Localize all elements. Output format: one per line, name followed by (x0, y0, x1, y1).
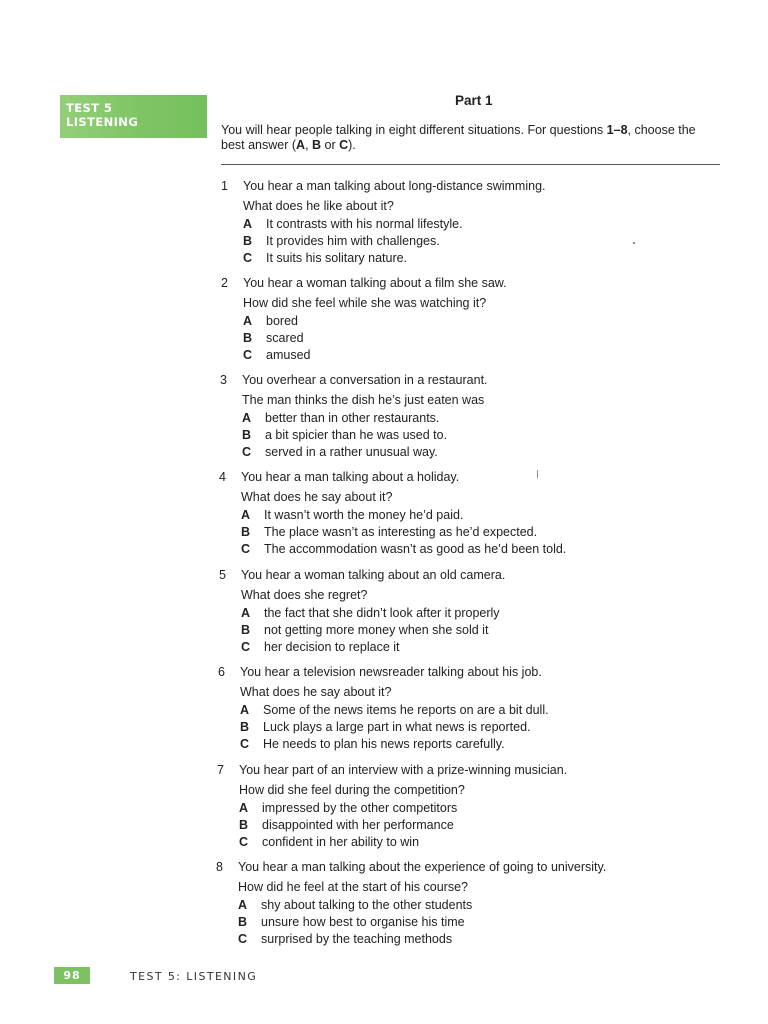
question-prompt: What does he say about it? (240, 685, 392, 699)
question-number: 2 (221, 276, 228, 290)
divider (221, 164, 720, 165)
option-text: the fact that she didn’t look after it properly (264, 606, 500, 620)
question-prompt: What does she regret? (241, 588, 368, 602)
option-letter: A (238, 898, 248, 912)
option-letter: B (241, 525, 251, 539)
option-letter: C (241, 542, 251, 556)
question-context: You hear a man talking about long-distance swimming. (243, 179, 546, 193)
scan-speck (537, 470, 538, 478)
instructions (221, 123, 721, 153)
option-text: amused (266, 348, 311, 362)
question-number: 5 (219, 568, 226, 582)
option-letter: C (239, 835, 249, 849)
question-prompt: How did he feel at the start of his course? (238, 880, 468, 894)
option-text: He needs to plan his news reports carefully. (263, 737, 505, 751)
instructions-text: ). (348, 138, 356, 152)
option-letter: C (241, 640, 251, 654)
option-text: Luck plays a large part in what news is reported. (263, 720, 531, 734)
letter-c: C (339, 138, 349, 152)
question-context: You overhear a conversation in a restaurant. (242, 373, 488, 387)
option-text: better than in other restaurants. (265, 411, 440, 425)
option-text: Some of the news items he reports on are a bit dull. (263, 703, 549, 717)
option-text: a bit spicier than he was used to. (265, 428, 448, 442)
question-number: 4 (219, 470, 226, 484)
option-text: The place wasn’t as interesting as he’d expected. (264, 525, 538, 539)
letter-b: B (312, 138, 322, 152)
option-letter: A (242, 411, 252, 425)
instructions-text: You will hear people talking in eight different situations. For questions (221, 123, 607, 137)
option-text: confident in her ability to win (262, 835, 420, 849)
option-text: It suits his solitary nature. (266, 251, 408, 265)
scan-speck (633, 242, 635, 244)
page-number: 98 (54, 967, 90, 984)
question-context: You hear a woman talking about a film she saw. (243, 276, 507, 290)
option-letter: A (240, 703, 250, 717)
section-tab (60, 95, 207, 138)
instructions-text: or (321, 138, 340, 152)
option-letter: B (241, 623, 251, 637)
option-text: It contrasts with his normal lifestyle. (266, 217, 463, 231)
option-text: disappointed with her performance (262, 818, 454, 832)
option-text: surprised by the teaching methods (261, 932, 453, 946)
option-letter: A (239, 801, 249, 815)
option-text: served in a rather unusual way. (265, 445, 438, 459)
question-prompt: The man thinks the dish he’s just eaten was (242, 393, 485, 407)
option-letter: B (243, 331, 253, 345)
section-tab-listening: LISTENING (66, 115, 139, 129)
option-letter: A (243, 314, 253, 328)
question-context: You hear a television newsreader talking about his job. (240, 665, 542, 679)
question-number: 1 (221, 179, 228, 193)
part-title: Part 1 (455, 93, 493, 108)
option-text: unsure how best to organise his time (261, 915, 465, 929)
option-letter: C (243, 251, 253, 265)
letter-a: A (296, 138, 306, 152)
question-prompt: What does he like about it? (243, 199, 394, 213)
option-letter: B (242, 428, 252, 442)
running-title: TEST 5: LISTENING (130, 970, 258, 983)
option-text: impressed by the other competitors (262, 801, 458, 815)
instructions-text: , (305, 138, 313, 152)
option-text: bored (266, 314, 298, 328)
question-context: You hear a man talking about the experience of going to university. (238, 860, 607, 874)
question-number: 3 (220, 373, 227, 387)
option-text: It wasn’t worth the money he’d paid. (264, 508, 464, 522)
question-prompt: How did she feel while she was watching it? (243, 296, 487, 310)
question-range: 1–8 (606, 123, 628, 137)
option-letter: C (243, 348, 253, 362)
question-context: You hear a man talking about a holiday. (241, 470, 460, 484)
option-letter: B (240, 720, 250, 734)
option-text: The accommodation wasn’t as good as he’d been told. (264, 542, 567, 556)
option-text: not getting more money when she sold it (264, 623, 489, 637)
question-prompt: How did she feel during the competition? (239, 783, 465, 797)
option-letter: C (240, 737, 250, 751)
option-letter: C (242, 445, 252, 459)
question-number: 8 (216, 860, 223, 874)
option-letter: B (239, 818, 249, 832)
question-number: 6 (218, 665, 225, 679)
option-text: It provides him with challenges. (266, 234, 440, 248)
option-text: scared (266, 331, 304, 345)
question-context: You hear part of an interview with a prize-winning musician. (239, 763, 568, 777)
option-letter: A (241, 508, 251, 522)
section-tab-test: TEST 5 (66, 101, 113, 115)
question-prompt: What does he say about it? (241, 490, 393, 504)
option-text: shy about talking to the other students (261, 898, 473, 912)
option-letter: A (241, 606, 251, 620)
question-number: 7 (217, 763, 224, 777)
option-text: her decision to replace it (264, 640, 400, 654)
option-letter: A (243, 217, 253, 231)
option-letter: B (238, 915, 248, 929)
option-letter: B (243, 234, 253, 248)
question-context: You hear a woman talking about an old camera. (241, 568, 506, 582)
option-letter: C (238, 932, 248, 946)
instructions-text: , choose the best answer ( (221, 123, 696, 152)
